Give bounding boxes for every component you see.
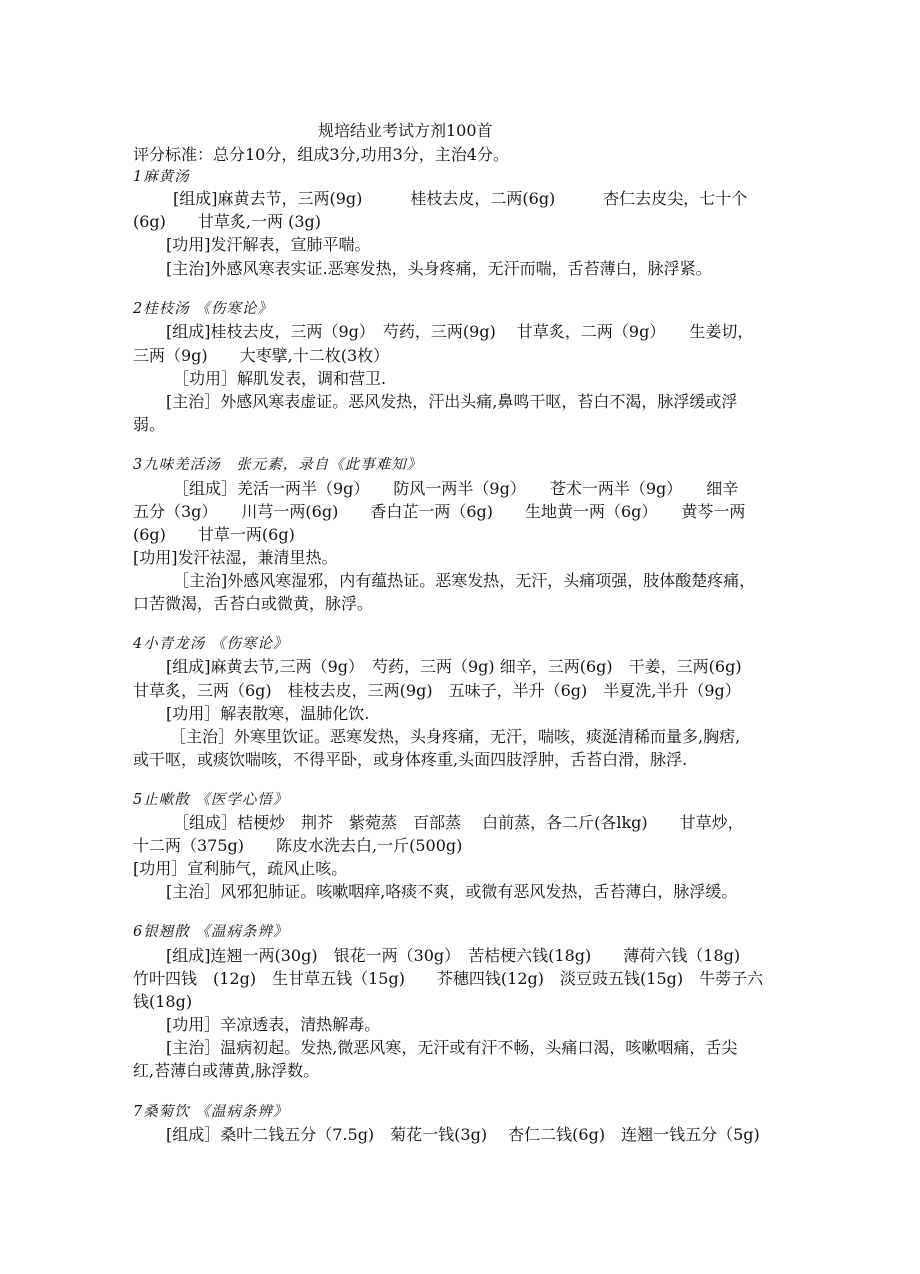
formula-line: (6g) 甘草炙,一两 (3g) xyxy=(133,212,321,231)
formula-line: 竹叶四钱 (12g) 生甘草五钱（15g) 芥穗四钱(12g) 淡豆豉五钱(15g) 牛蒡子六 xyxy=(133,969,764,988)
formula-line: [主治]外感风寒表实证.恶寒发热，头身疼痛，无汗而喘，舌苔薄白，脉浮紧。 xyxy=(166,259,712,278)
formula-heading: 7桑菊饮 《温病条辨》 xyxy=(133,1104,289,1120)
formula-line: [组成]麻黄去节，三两(9g) 桂枝去皮，二两(6g) 杏仁去皮尖，七十个 xyxy=(173,189,748,208)
formula-line: [功用］辛凉透表，清热解毒。 xyxy=(166,1015,381,1034)
formula-line: (6g) 甘草一两(6g) xyxy=(133,525,295,544)
formula-line: [功用］解表散寒，温肺化饮. xyxy=(166,704,370,723)
formula-line: [组成]麻黄去节,三两（9g） 芍药，三两（9g) 细辛，三两(6g) 干姜，三两(6g) xyxy=(166,657,742,676)
scoring-criteria: 评分标准：总分10分，组成3分,功用3分，主治4分。 xyxy=(133,145,509,164)
formula-line: 口苦微渴，舌苔白或微黄，脉浮。 xyxy=(133,594,374,613)
formula-line: ［组成］羌活一两半（9g） 防风一两半（9g） 苍术一两半（9g） 细辛 xyxy=(173,479,739,498)
formula-line: [组成]桂枝去皮，三两（9g） 芍药，三两(9g) 甘草炙，二两（9g） 生姜切， xyxy=(166,322,754,341)
formula-heading: 1麻黄汤 xyxy=(133,169,190,185)
formula-line: 五分（3g） 川芎一两(6g) 香白芷一两（6g) 生地黄一两（6g） 黄芩一两 xyxy=(133,502,746,521)
formula-line: ［主治］外寒里饮证。恶寒发热，头身疼痛，无汗，喘咳，痰涎清稀而量多,胸痞, xyxy=(170,727,741,746)
formula-line: ［主治]外感风寒湿邪，内有蕴热证。恶寒发热，无汗，头痛项强，肢体酸楚疼痛， xyxy=(173,571,756,590)
formula-heading: 6银翘散 《温病条辨》 xyxy=(133,924,289,940)
formula-heading: 5止嗽散 《医学心悟》 xyxy=(133,792,289,808)
formula-line: [主治］温病初起。发热,微恶风寒，无汗或有汗不畅，头痛口渴，咳嗽咽痛，舌尖 xyxy=(166,1038,738,1057)
formula-line: [功用]发汗祛湿，兼清里热。 xyxy=(133,548,338,567)
formula-heading: 2桂枝汤 《伤寒论》 xyxy=(133,301,273,317)
formula-line: 红,苔薄白或薄黄,脉浮数。 xyxy=(133,1061,320,1080)
formula-line: 弱。 xyxy=(133,415,166,434)
formula-line: ［组成］桔梗炒 荆芥 紫菀蒸 百部蒸 白前蒸，各二斤(各lkg) 甘草炒， xyxy=(173,813,744,832)
formula-line: 甘草炙，三两（6g) 桂枝去皮，三两(9g) 五味子，半升（6g) 半夏洗,半升（9g） xyxy=(133,681,741,700)
formula-line: 或干呕，或痰饮喘咳，不得平卧，或身体疼重,头面四肢浮肿，舌苔白滑，脉浮. xyxy=(133,750,688,769)
document-title: 规培结业考试方剂100首 xyxy=(318,121,493,140)
formula-line: [功用］宣利肺气，疏风止咳。 xyxy=(133,859,348,878)
formula-line: [组成］桑叶二钱五分（7.5g) 菊花一钱(3g) 杏仁二钱(6g) 连翘一钱五分（5g) xyxy=(166,1125,760,1144)
formula-heading: 3九味羌活汤 张元素，录自《此事难知》 xyxy=(133,457,423,473)
formula-line: [主治］外感风寒表虚证。恶风发热，汗出头痛,鼻鸣干呕，苔白不渴，脉浮缓或浮 xyxy=(166,392,738,411)
formula-line: [主治］风邪犯肺证。咳嗽咽痒,咯痰不爽，或微有恶风发热，舌苔薄白，脉浮缓。 xyxy=(166,882,738,901)
formula-line: [功用]发汗解表，宣肺平喘。 xyxy=(166,235,371,254)
formula-line: 十二两（375g) 陈皮水洗去白,一斤(500g) xyxy=(133,836,463,855)
formula-line: ［功用］解肌发表，调和营卫. xyxy=(173,369,387,388)
formula-heading: 4小青龙汤 《伤寒论》 xyxy=(133,636,289,652)
formula-line: [组成]连翘一两(30g) 银花一两（30g） 苦桔梗六钱(18g) 薄荷六钱（18g) xyxy=(166,946,741,965)
formula-line: 三两（9g) 大枣擘,十二枚(3枚） xyxy=(133,346,390,365)
formula-line: 钱(18g) xyxy=(133,992,193,1011)
